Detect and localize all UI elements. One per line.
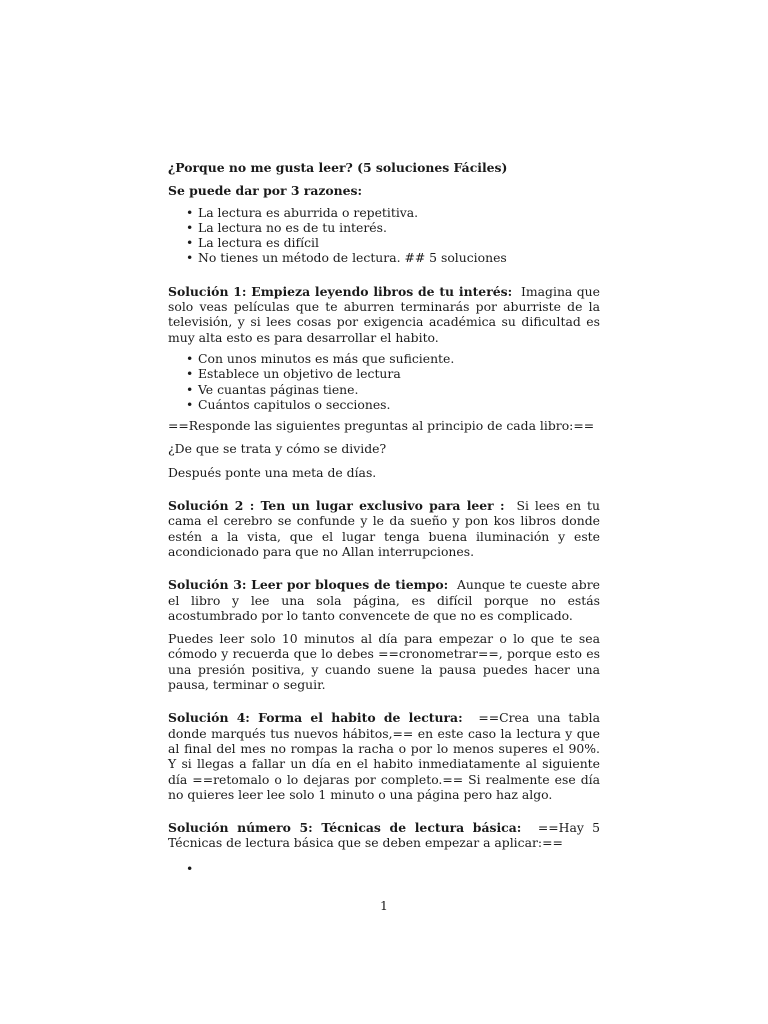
solution-4-paragraph [168,710,600,802]
solution-5-heading: Solución número 5: Técnicas de lectura básica: [168,820,522,836]
solution-3-paragraph [168,577,600,623]
list-item: • Establece un objetivo de lectura [168,366,600,381]
solution-1-text: Imagina que solo veas películas que te aburren terminarás por aburriste de la televisión, y si lees cosas por exigencia académica su dificultad es muy alta esto es para desarrollar el habito. [168,283,600,345]
reasons-list [168,205,600,266]
solution-3-heading: Solución 3: Leer por bloques de tiempo: [168,577,449,593]
document-title: ¿Porque no me gusta leer? (5 soluciones Fáciles) [168,160,508,175]
solution-4-heading: Solución 4: Forma el habito de lectura: [168,710,463,726]
solution-5-list [168,861,600,876]
solution-1-list [168,351,600,412]
solution-3-text: Aunque te cueste abre el libro y lee una sola página, es difícil porque no estás acostumbrado por lo tanto convencete de que no es complicado. [168,577,600,623]
solution-4-text: ==Crea una tabla donde marqués tus nuevos hábitos,== en este caso la lectura y que al final del mes no rompas la racha o por lo menos superes el 90%. Y si llegas a fallar un día en el habito inmediatamente al siguiente día ==retomalo o lo dejaras por completo.== Si realmente ese día no quieres leer lee solo 1 minuto o una página pero haz algo. [168,710,600,802]
list-item [168,861,600,876]
list-item: • La lectura es difícil [168,235,600,250]
solution-1-goal: Después ponte una meta de días. [168,464,377,480]
solution-1-note: ==Responde las siguientes preguntas al principio de cada libro:== [168,418,595,434]
list-item: • La lectura no es de tu interés. [168,220,600,235]
solution-1-question: ¿De que se trata y cómo se divide? [168,441,387,457]
page-number: 1 [380,898,388,913]
document-body [168,160,600,882]
solution-2-heading: Solución 2 : Ten un lugar exclusivo para leer : [168,498,505,514]
solution-1-heading: Solución 1: Empieza leyendo libros de tu interés: [168,283,513,299]
list-item: • Cuántos capitulos o secciones. [168,397,600,412]
solution-2-paragraph [168,498,600,559]
list-item: • La lectura es aburrida o repetitiva. [168,205,600,220]
list-item: • Ve cuantas páginas tiene. [168,382,600,397]
solution-5-text: ==Hay 5 Técnicas de lectura básica que se deben empezar a aplicar:== [168,820,600,851]
reasons-heading: Se puede dar por 3 razones: [168,183,363,199]
list-item: • No tienes un método de lectura. ## 5 soluciones [168,250,600,265]
solution-3-text-2: Puedes leer solo 10 minutos al día para empezar o lo que te sea cómodo y recuerda que lo debes ==cronometrar==, porque esto es una presión positiva, y cuando suene la pausa puedes hacer una pausa, terminar o seguir. [168,631,600,693]
list-item: • Con unos minutos es más que suficiente. [168,351,600,366]
solution-5-paragraph [168,820,600,851]
solution-2-text: Si lees en tu cama el cerebro se confunde y le da sueño y pon kos libros donde estén a la vista, que el lugar tenga buena iluminación y este acondicionado para que no Allan interrupciones. [168,498,600,559]
solution-1-paragraph [168,284,600,345]
